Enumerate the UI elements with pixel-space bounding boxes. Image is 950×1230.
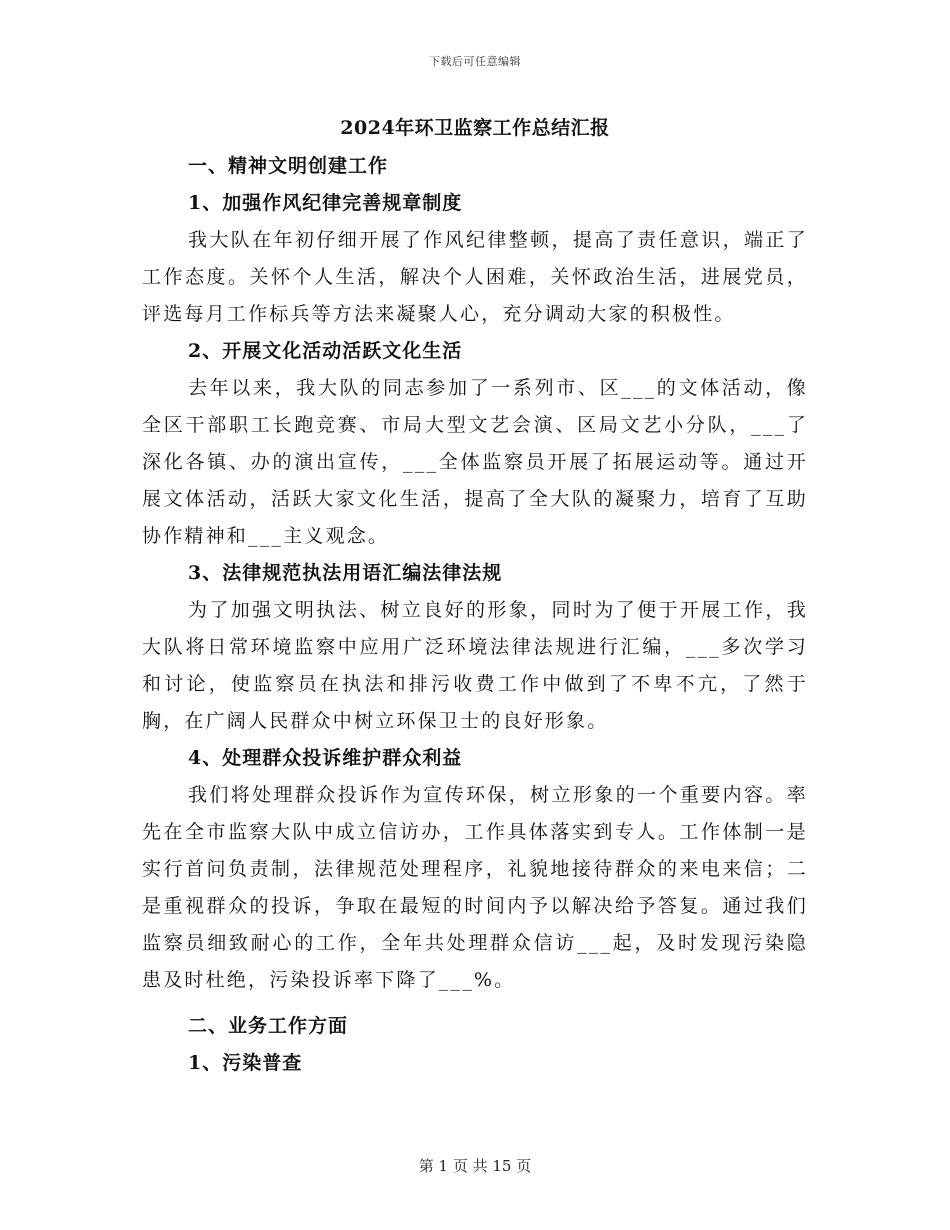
subsection-heading-1-1: 1、加强作风纪律完善规章制度: [188, 192, 463, 214]
paragraph-1-2: 去年以来，我大队的同志参加了一系列市、区___的文体活动，像全区干部职工长跑竞赛、市局大型文艺会演、区局文艺小分队，___了深化各镇、办的演出宣传，___全体监察员开展了拓展运动等。通过开展文体活动，活跃大家文化生活，提高了全大队的凝聚力，培育了互助协作精神和___主义观念。: [142, 377, 808, 547]
section-heading-1: 一、精神文明创建工作: [188, 155, 389, 177]
section-heading-2: 二、业务工作方面: [188, 1015, 349, 1037]
document-body: [142, 112, 808, 1082]
paragraph-1-3: 为了加强文明执法、树立良好的形象，同时为了便于开展工作，我大队将日常环境监察中应用广泛环境法律法规进行汇编，___多次学习和讨论，使监察员在执法和排污收费工作中做到了不卑不亢，了然于胸，在广阔人民群众中树立环保卫士的良好形象。: [142, 599, 808, 732]
paragraph-1-1: 我大队在年初仔细开展了作风纪律整顿，提高了责任意识，端正了工作态度。关怀个人生活，解决个人困难，关怀政治生活，进展党员，评选每月工作标兵等方法来凝聚人心，充分调动大家的积极性。: [142, 229, 808, 325]
paragraph-1-4: 我们将处理群众投诉作为宣传环保，树立形象的一个重要内容。率先在全市监察大队中成立信访办，工作具体落实到专人。工作体制一是实行首问负责制，法律规范处理程序，礼貌地接待群众的来电来信；二是重视群众的投诉，争取在最短的时间内予以解决给予答复。通过我们监察员细致耐心的工作，全年共处理群众信访___起，及时发现污染隐患及时杜绝，污染投诉率下降了___%。: [142, 784, 808, 991]
subsection-heading-2-1: 1、污染普查: [188, 1052, 303, 1074]
page-number: 第 1 页 共 15 页: [418, 1157, 532, 1175]
document-title: 2024年环卫监察工作总结汇报: [340, 117, 610, 139]
subsection-heading-1-2: 2、开展文化活动活跃文化生活: [188, 340, 463, 362]
subsection-heading-1-3: 3、法律规范执法用语汇编法律法规: [188, 562, 503, 584]
header-note: 下载后可任意编辑: [429, 55, 521, 68]
subsection-heading-1-4: 4、处理群众投诉维护群众利益: [188, 747, 463, 769]
